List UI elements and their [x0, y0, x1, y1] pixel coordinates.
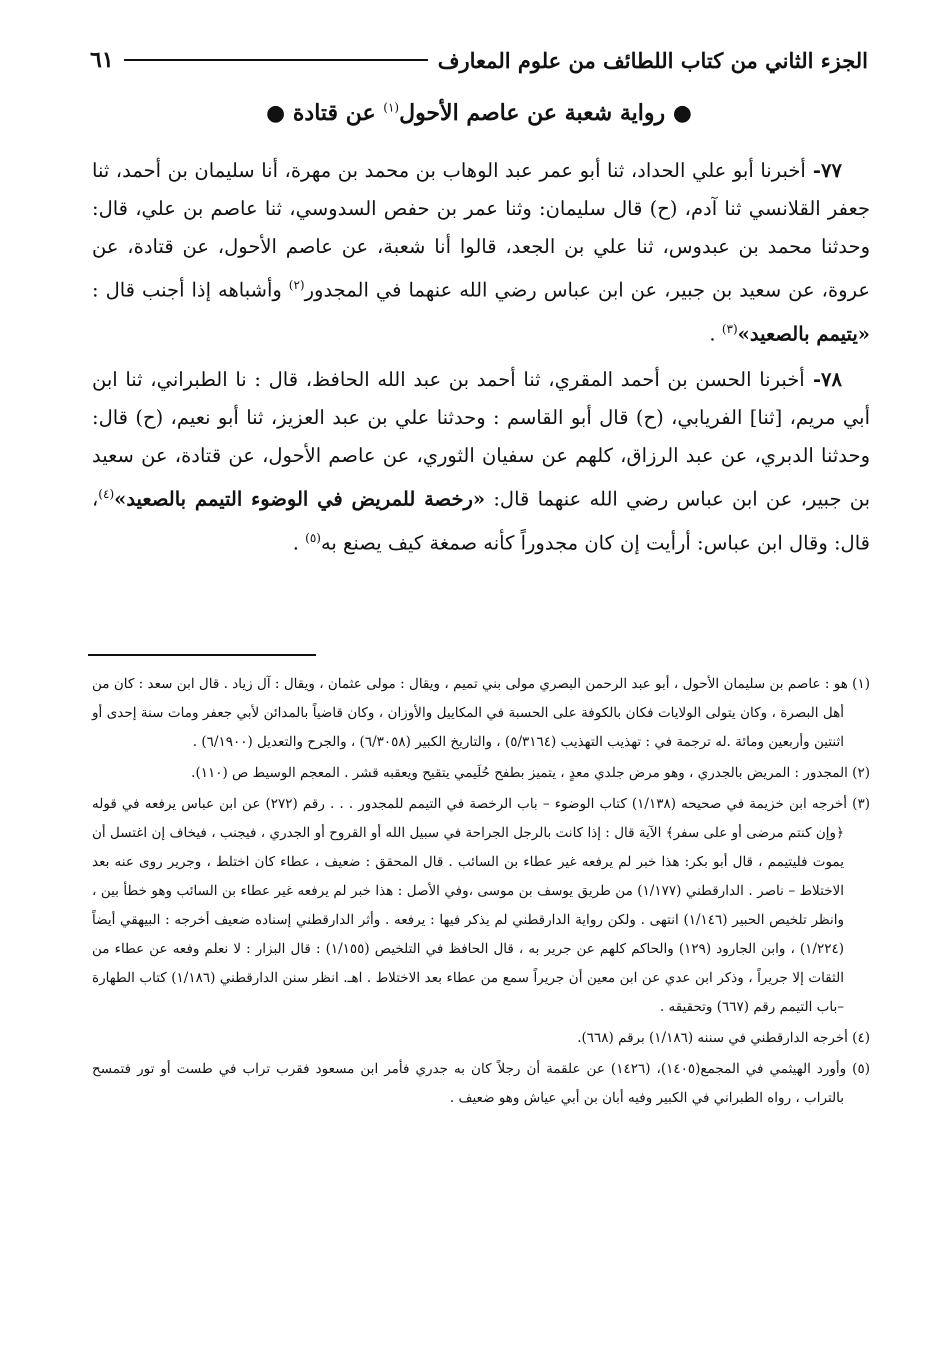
hadith-77 — [92, 152, 870, 353]
footnote-4: (٤) أخرجه الدارقطني في سننه (١/١٨٦) برقم (٦٦٨). — [577, 1030, 870, 1046]
main-text — [92, 152, 870, 570]
footnote-ref: (٣) — [721, 321, 738, 336]
hadith-text: ، قال: وقال ابن عباس: أرأيت إن كان مجدوراً كأنه صمغة كيف يصنع به — [92, 487, 870, 554]
hadith-quote: «رخصة للمريض في الوضوء التيمم بالصعيد» — [114, 487, 486, 511]
footnote-ref: (٢) — [288, 278, 305, 292]
hadith-number: ٧٨- — [804, 368, 842, 391]
page-number: ٦١ — [90, 47, 114, 73]
footnote-ref: (٥) — [305, 530, 321, 545]
running-header — [90, 40, 868, 80]
footnote-separator — [88, 654, 316, 656]
heading-text-end: عن قتادة ● — [266, 100, 384, 126]
hadith-text: أخبرنا أبو علي الحداد، ثنا أبو عمر عبد الوهاب بن محمد بن مهرة، أنا سليمان بن أحمد، ثنا جعفر القلانسي ثنا آدم، (ح) قال سليمان: وثنا عمر بن حفص السدوسي، ثنا عاصم بن علي، قال: وحدثنا محمد بن عبدوس، ثنا علي بن الجعد، قالوا أنا شعبة، عن عاصم الأحول، عن قتادة، عن عروة، عن سعيد بن جبير، عن ابن عباس رضي الله عنهما في المجدور — [92, 159, 870, 302]
footnote-1: (١) هو : عاصم بن سليمان الأحول ، أبو عبد الرحمن البصري مولى بني تميم ، ويقال : مولى عثمان ، ويقال : آل زياد . قال ابن سعد : كان من أهل البصرة ، وكان يتولى الولايات فكان بالكوفة على الحسبة في المكاييل والأوزان ، وكان قاضياً بالمدائن لأبي جعفر ومات سنة إحدى أو اثنتين وأربعين ومائة .له ترجمة في : تهذيب التهذيب (٥/٣١٦٤) ، والتاريخ الكبير (٦/٣٠٥٨) ، والجرح والتعديل (٦/١٩٠٠) . — [92, 676, 870, 750]
footnote-3: (٣) أخرجه ابن خزيمة في صحيحه (١/١٣٨) كتاب الوضوء – باب الرخصة في التيمم للمجدور . . . رقم (٢٧٢) عن ابن عباس يرفعه في قوله ﴿وإن كنتم مرضى أو على سفر﴾ الآية قال : إذا كانت بالرجل الجراحة في سبيل الله أو القروح أو الجدري ، فيجنب ، فيخاف إن اغتسل أن يموت فليتيمم ، قال أبو بكر: هذا خبر لم يرفعه غير عطاء بن السائب . قال المحقق : ضعيف ، عطاء كان اختلط ، وجرير روى عنه بعد الاختلاط – ناصر . الدارقطني (١/١٧٧) من طريق يوسف بن موسى ،وفي الأصل : هذا خبر لم يرفعه غير عطاء بن السائب وهو خطأ بين ، وانظر تلخيص الحبير (١/١٤٦) انتهى . ولكن رواية الدارقطني لم يذكر فيها : يرفعه . وأثر الدارقطني إسناده ضعيف أخرجه : البيهقي أيضاً (١/٢٢٤) ، وابن الجارود (١٢٩) والحاكم كلهم عن جرير به ، قال الحافظ في التلخيص (١/١٥٥) : قال البزار : لا نعلم وفعه عن عطاء من الثقات إلا جريراً ، وذكر ابن عدي عن ابن معين أن جريراً سمع من عطاء بعد الاختلاط . اهـ. انظر سنن الدارقطني (١/١٨٦) كتاب الطهارة –باب التيمم رقم (٦٦٧) وتحقيقه . — [92, 796, 870, 1015]
running-title: الجزء الثاني من كتاب اللطائف من علوم المعارف — [437, 47, 868, 73]
heading-text: ● رواية شعبة عن عاصم الأحول — [399, 100, 692, 126]
footnote-2: (٢) المجدور : المريض بالجدري ، وهو مرض جلدي معدٍ ، يتميز بطفح حُلَيمي يتقيح ويعقبه قشر . المعجم الوسيط ص (١١٠). — [191, 765, 870, 781]
footnote-5: (٥) وأورد الهيثمي في المجمع(١٤٠٥)، (١٤٢٦) عن علقمة أن رجلاً كان به جدري فأمر ابن مسعود فقرب تراب في طست أو تور فتمسح بالتراب ، رواه الطبراني في الكبير وفيه أبان بن أبي عياش وهو ضعيف . — [92, 1061, 870, 1106]
hadith-text: وأشباهه إذا أجنب قال : — [92, 278, 289, 302]
header-rule — [124, 59, 428, 61]
footnotes — [92, 670, 870, 1115]
hadith-text: . — [292, 531, 306, 554]
section-heading — [90, 100, 868, 126]
hadith-text: . — [709, 322, 722, 345]
hadith-quote: «يتيمم بالصعيد» — [737, 322, 870, 345]
heading-footnote-ref: (١) — [383, 100, 400, 115]
hadith-text: أخبرنا الحسن بن أحمد المقري، ثنا أحمد بن عبد الله الحافظ، قال : نا الطبراني، ثنا ابن أبي مريم، [ثنا] الفريابي، (ح) قال أبو القاسم : وحدثنا علي بن عبد العزيز، ثنا أبو نعيم، (ح) قال: وحدثنا الدبري، عن عبد الرزاق، كلهم عن سفيان الثوري، عن عاصم الأحول، عن قتادة، عن سعيد بن جبير، عن ابن عباس رضي الله عنهما قال: — [92, 368, 870, 511]
hadith-number: ٧٧- — [805, 159, 842, 182]
hadith-78 — [92, 361, 870, 562]
footnote-ref: (٤) — [98, 487, 115, 501]
